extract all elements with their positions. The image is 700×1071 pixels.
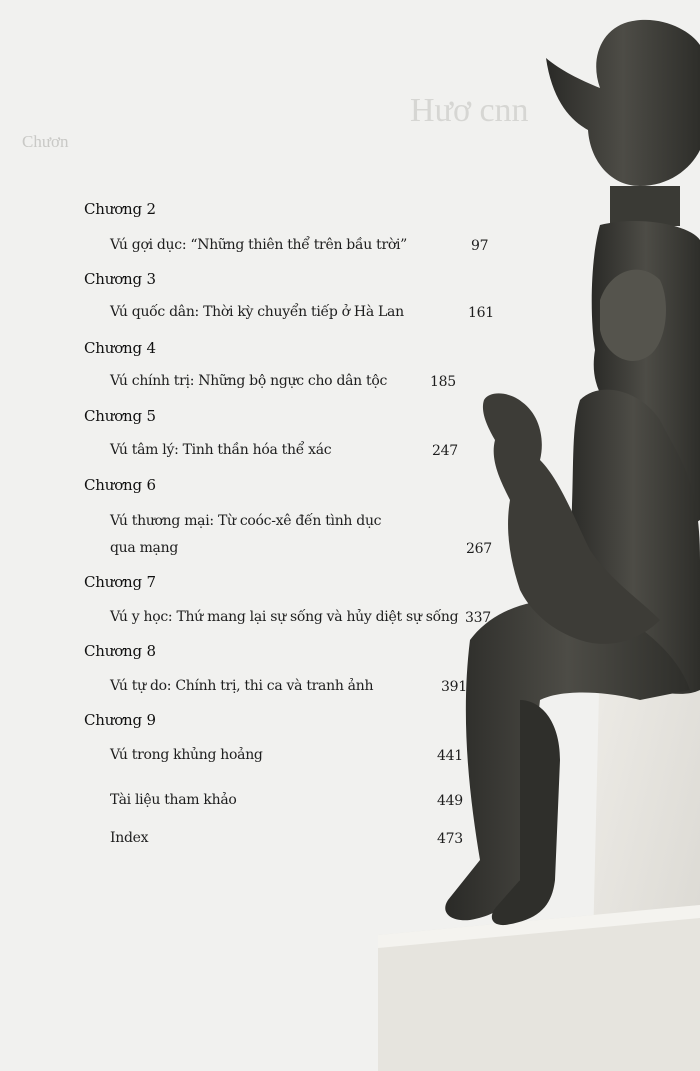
toc-entry-title: Vú gợi dục: “Những thiên thể trên bầu trời” xyxy=(110,237,407,253)
toc-page-number: 161 xyxy=(468,305,494,321)
toc-page-number: 337 xyxy=(465,610,491,626)
toc-page-number: 473 xyxy=(437,831,463,847)
toc-entry-title: Vú trong khủng hoảng xyxy=(110,747,263,763)
toc-entry-title: Vú y học: Thứ mang lại sự sống và hủy diệt sự sống xyxy=(110,609,459,625)
toc-page-number: 391 xyxy=(441,679,467,695)
toc-chapter-heading: Chương 3 xyxy=(84,270,156,288)
toc-entry-title: Vú quốc dân: Thời kỳ chuyển tiếp ở Hà Lan xyxy=(110,304,404,320)
toc-page-number: 441 xyxy=(437,748,463,764)
toc-chapter-heading: Chương 4 xyxy=(84,339,156,357)
toc-entry-title-line: Vú thương mại: Từ coóc-xê đến tình dục xyxy=(110,513,382,529)
toc-entry-title: Vú chính trị: Những bộ ngực cho dân tộc xyxy=(110,373,388,389)
toc-chapter-heading: Chương 5 xyxy=(84,407,156,425)
toc-page-number: 185 xyxy=(430,374,456,390)
toc-entry-title-line: qua mạng xyxy=(110,540,178,556)
toc-page-number: 247 xyxy=(432,443,458,459)
ghost-text-title: Hươ cnn xyxy=(410,92,529,129)
toc-page-number: 449 xyxy=(437,793,463,809)
toc-chapter-heading: Chương 8 xyxy=(84,642,156,660)
toc-chapter-heading: Chương 9 xyxy=(84,711,156,729)
toc-entry-index: Index xyxy=(110,830,149,846)
toc-entry-title: Vú tâm lý: Tinh thần hóa thể xác xyxy=(110,442,332,458)
toc-chapter-heading: Chương 2 xyxy=(84,200,156,218)
toc-entry-title: Vú tự do: Chính trị, thi ca và tranh ảnh xyxy=(110,678,374,694)
toc-page-number: 97 xyxy=(471,238,489,254)
toc-entry-references: Tài liệu tham khảo xyxy=(110,792,237,808)
ghost-text-corner: Chươn xyxy=(22,132,69,151)
toc-page-number: 267 xyxy=(466,541,492,557)
toc-chapter-heading: Chương 7 xyxy=(84,573,156,591)
toc-chapter-heading: Chương 6 xyxy=(84,476,156,494)
